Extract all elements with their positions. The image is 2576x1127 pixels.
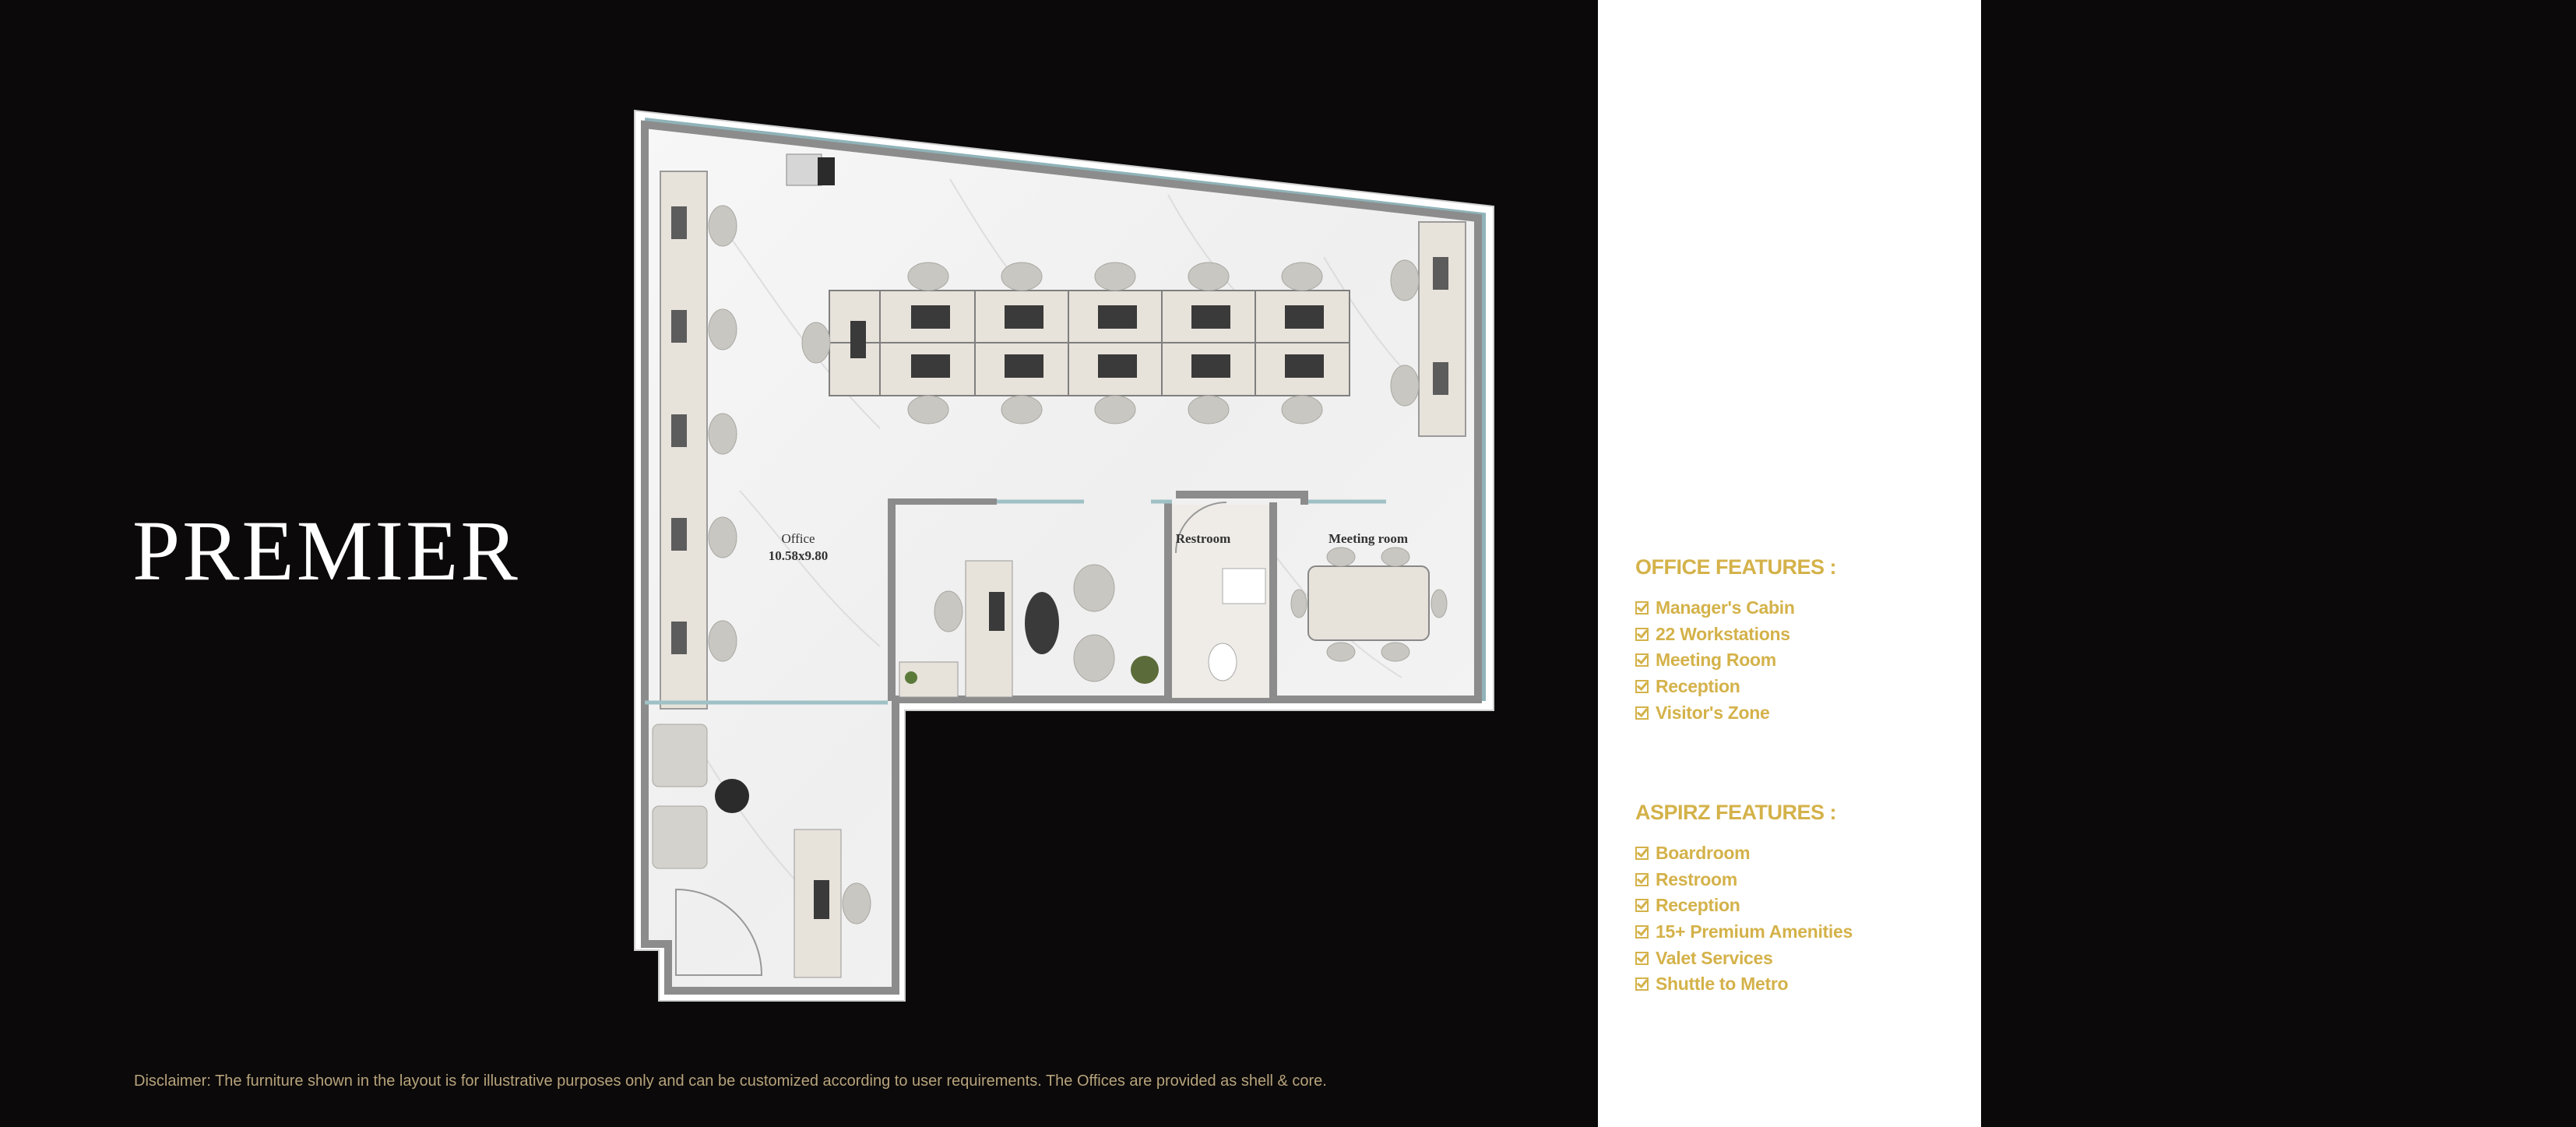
right-panel [1981,0,2576,1127]
feature-item [1635,945,1978,971]
feature-item [1635,867,1978,893]
aspirz-features-heading: ASPIRZ FEATURES : [1635,801,1837,824]
checkbox-icon [1635,628,1649,641]
checkbox-icon [1635,899,1649,912]
feature-label: Boardroom [1656,843,1751,864]
feature-label: 15+ Premium Amenities [1656,921,1853,942]
feature-label: Meeting Room [1656,650,1776,671]
feature-label: Manager's Cabin [1656,597,1795,618]
feature-item [1635,840,1978,867]
checkbox-icon [1635,952,1649,965]
checkbox-icon [1635,601,1649,615]
feature-item [1635,699,1978,726]
feature-item [1635,674,1978,700]
printer [787,154,835,185]
disclaimer: Disclaimer: The furniture shown in the layout is for illustrative purposes only and can be customized according to user requirements. The Offices are provided as shell & core. [134,1072,1327,1090]
feature-item [1635,595,1978,622]
meeting-room-label: Meeting room [1328,531,1409,546]
office-label: Office [781,531,815,546]
feature-label: Visitor's Zone [1656,702,1770,723]
feature-label: Shuttle to Metro [1656,974,1789,995]
feature-item [1635,647,1978,674]
feature-label: Valet Services [1656,947,1773,968]
feature-item [1635,971,1978,998]
office-features-list [1635,595,1978,726]
checkbox-icon [1635,847,1649,860]
feature-label: Restroom [1656,868,1737,889]
page-title: PREMIER [132,503,520,598]
aspirz-features [1635,802,1978,998]
checkbox-icon [1635,925,1649,939]
office-size: 10.58x9.80 [768,548,829,563]
office-features [1635,557,1978,726]
office-features-heading: OFFICE FEATURES : [1635,555,1836,579]
feature-label: 22 Workstations [1656,623,1790,644]
checkbox-icon [1635,653,1649,667]
feature-item [1635,622,1978,648]
checkbox-icon [1635,977,1649,991]
floor-plan [623,101,1511,1013]
checkbox-icon [1635,680,1649,693]
aspirz-features-list [1635,840,1978,998]
restroom-label: Restroom [1175,531,1231,546]
checkbox-icon [1635,873,1649,886]
feature-item [1635,893,1978,919]
feature-label: Reception [1656,895,1740,916]
feature-label: Reception [1656,676,1740,697]
feature-item [1635,919,1978,946]
checkbox-icon [1635,706,1649,720]
